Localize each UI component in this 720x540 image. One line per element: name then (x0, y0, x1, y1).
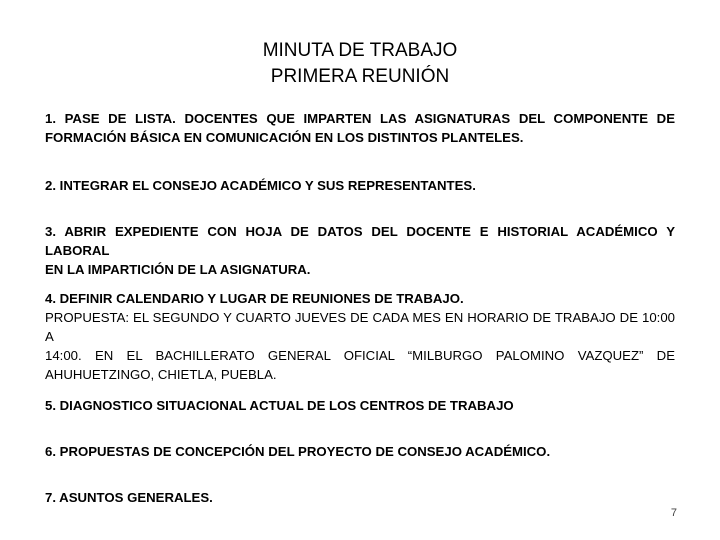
proposal-line-1: PROPUESTA: EL SEGUNDO Y CUARTO JUEVES DE CADA MES EN HORARIO DE TRABAJO DE 10:00 A (45, 310, 675, 344)
page-number: 7 (670, 507, 677, 519)
agenda-item-5-line-1: 5. DIAGNOSTICO SITUACIONAL ACTUAL DE LOS CENTROS DE TRABAJO (45, 398, 514, 413)
agenda-item-1-line-2: FORMACIÓN BÁSICA EN COMUNICACIÓN EN LOS DISTINTOS PLANTELES. (45, 130, 524, 145)
agenda-item-3-line-1: 3. ABRIR EXPEDIENTE CON HOJA DE DATOS DEL DOCENTE E HISTORIAL ACADÉMICO Y LABORAL (45, 224, 675, 258)
proposal-line-3: AHUHUETZINGO, CHIETLA, PUEBLA. (45, 367, 277, 382)
page-title (0, 38, 720, 90)
agenda-item-7 (45, 488, 675, 507)
agenda-item-5 (45, 396, 675, 415)
agenda-item-6-line-1: 6. PROPUESTAS DE CONCEPCIÓN DEL PROYECTO DE CONSEJO ACADÉMICO. (45, 444, 551, 459)
title-line-2: PRIMERA REUNIÓN (270, 66, 450, 87)
agenda-item-1 (45, 109, 675, 147)
title-line-1: MINUTA DE TRABAJO (262, 40, 458, 61)
agenda-item-4 (45, 289, 675, 384)
agenda-item-2 (45, 176, 675, 195)
agenda-item-2-line-1: 2. INTEGRAR EL CONSEJO ACADÉMICO Y SUS REPRESENTANTES. (45, 178, 476, 193)
proposal-line-2: 14:00. EN EL BACHILLERATO GENERAL OFICIAL “MILBURGO PALOMINO VAZQUEZ” DE (45, 348, 675, 363)
agenda-item-7-line-1: 7. ASUNTOS GENERALES. (45, 490, 213, 505)
agenda-item-4-line-1: 4. DEFINIR CALENDARIO Y LUGAR DE REUNIONES DE TRABAJO. (45, 291, 464, 306)
agenda-item-3-line-2: EN LA IMPARTICIÓN DE LA ASIGNATURA. (45, 262, 311, 277)
agenda-item-3 (45, 222, 675, 279)
agenda-item-6 (45, 442, 675, 461)
agenda-item-1-line-1: 1. PASE DE LISTA. DOCENTES QUE IMPARTEN LAS ASIGNATURAS DEL COMPONENTE DE (45, 111, 675, 126)
